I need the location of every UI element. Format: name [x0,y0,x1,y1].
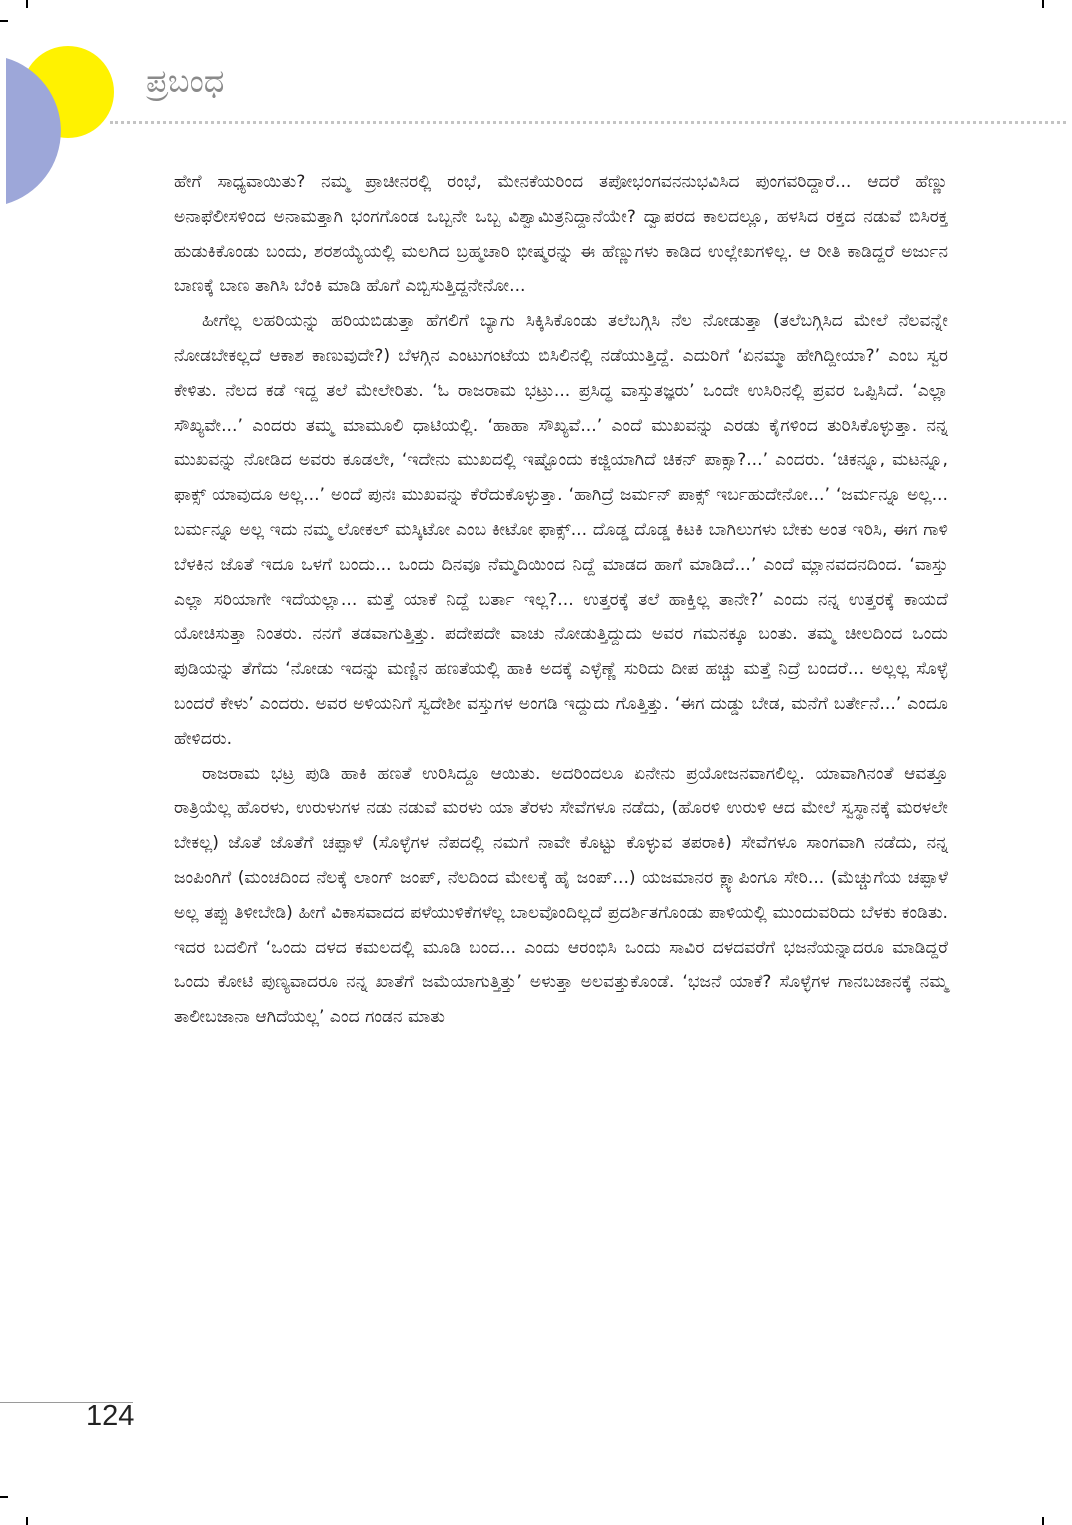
crop-mark [0,20,8,22]
crop-mark [26,0,28,8]
paragraph: ರಾಜರಾಮ ಭಟ್ರ ಪುಡಿ ಹಾಕಿ ಹಣತೆ ಉರಿಸಿದ್ದೂ ಆಯಿತು. ಅದರಿಂದಲೂ ಏನೇನು ಪ್ರಯೋಜನವಾಗಲಿಲ್ಲ. ಯಾವಾಗಿನಂತೆ ಆವತ್ತೂ ರಾತ್ರಿಯೆಲ್ಲ ಹೊರಳು, ಉರುಳುಗಳ ನಡು ನಡುವೆ ಮರಳು ಯಾ ತೆರಳು ಸೇವೆಗಳೂ ನಡೆದು, (ಹೊರಳಿ ಉರುಳಿ ಆದ ಮೇಲೆ ಸ್ವಸ್ಥಾನಕ್ಕೆ ಮರಳಲೇ ಬೇಕಲ್ಲ) ಜೊತೆ ಜೊತೆಗೆ ಚಪ್ಪಾಳೆ (ಸೊಳ್ಳೆಗಳ ನೆಪದಲ್ಲಿ ನಮಗೆ ನಾವೇ ಕೊಟ್ಟು ಕೊಳ್ಳುವ ತಪರಾಕಿ) ಸೇವೆಗಳೂ ಸಾಂಗವಾಗಿ ನಡೆದು, ನನ್ನ ಜಂಪಿಂಗಿಗೆ (ಮಂಚದಿಂದ ನೆಲಕ್ಕೆ ಲಾಂಗ್ ಜಂಪ್, ನೆಲದಿಂದ ಮೇಲಕ್ಕೆ ಹೈ ಜಂಪ್...) ಯಜಮಾನರ ಕ್ಲ್ಯಾಪಿಂಗೂ ಸೇರಿ... (ಮೆಚ್ಚುಗೆಯ ಚಪ್ಪಾಳೆ ಅಲ್ಲ ತಪ್ಪು ತಿಳೀಬೇಡಿ) ಹೀಗೆ ವಿಕಾಸವಾದದ ಪಳೆಯುಳಿಕೆಗಳೆಲ್ಲ ಬಾಲವೊಂದಿಲ್ಲದೆ ಪ್ರದರ್ಶಿತಗೊಂಡು ಪಾಳಿಯಲ್ಲಿ ಮುಂದುವರಿದು ಬೆಳಕು ಕಂಡಿತು. ಇದರ ಬದಲಿಗೆ ‘ಒಂದು ದಳದ ಕಮಲದಲ್ಲಿ ಮೂಡಿ ಬಂದ... ಎಂದು ಆರಂಭಿಸಿ ಒಂದು ಸಾವಿರ ದಳದವರೆಗೆ ಭಜನೆಯನ್ನಾದರೂ ಮಾಡಿದ್ದರೆ ಒಂದು ಕೋಟಿ ಪುಣ್ಯವಾದರೂ ನನ್ನ ಖಾತೆಗೆ ಜಮೆಯಾಗುತ್ತಿತ್ತು’ ಅಳುತ್ತಾ ಅಲವತ್ತುಕೊಂಡೆ. ‘ಭಜನೆ ಯಾಕೆ? ಸೊಳ್ಳೆಗಳ ಗಾನಬಜಾನಕ್ಕೆ ನಮ್ಮ ತಾಲೀಬಜಾನಾ ಆಗಿದೆಯಲ್ಲ’ ಎಂದ ಗಂಡನ ಮಾತು [174,763,948,1028]
section-title: ಪ್ರಬಂಧ [146,62,225,100]
crop-mark [26,1517,28,1525]
crop-mark [0,1496,8,1498]
paragraph: ಹೀಗೆಲ್ಲ ಲಹರಿಯನ್ನು ಹರಿಯಬಿಡುತ್ತಾ ಹೆಗಲಿಗೆ ಬ್ಯಾಗು ಸಿಕ್ಕಿಸಿಕೊಂಡು ತಲೆಬಗ್ಗಿಸಿ ನೆಲ ನೋಡುತ್ತಾ (ತಲೆಬಗ್ಗಿಸಿದ ಮೇಲೆ ನೆಲವನ್ನೇ ನೋಡಬೇಕಲ್ಲದೆ ಆಕಾಶ ಕಾಣುವುದೇ?) ಬೆಳಗ್ಗಿನ ಎಂಟುಗಂಟೆಯ ಬಿಸಿಲಿನಲ್ಲಿ ನಡೆಯುತ್ತಿದ್ದೆ. ಎದುರಿಗೆ ‘ಏನಮ್ಮಾ ಹೇಗಿದ್ದೀಯಾ?’ ಎಂಬ ಸ್ವರ ಕೇಳಿತು. ನೆಲದ ಕಡೆ ಇದ್ದ ತಲೆ ಮೇಲೇರಿತು. ‘ಓ ರಾಜರಾಮ ಭಟ್ರು... ಪ್ರಸಿದ್ಧ ವಾಸ್ತುತಜ್ಞರು’ ಒಂದೇ ಉಸಿರಿನಲ್ಲಿ ಪ್ರವರ ಒಪ್ಪಿಸಿದೆ. ‘ಎಲ್ಲಾ ಸೌಖ್ಯವೇ...’ ಎಂದರು ತಮ್ಮ ಮಾಮೂಲಿ ಧಾಟಿಯಲ್ಲಿ. ‘ಹಾಹಾ ಸೌಖ್ಯವೆ...’ ಎಂದೆ ಮುಖವನ್ನು ಎರಡು ಕೈಗಳಿಂದ ತುರಿಸಿಕೊಳ್ಳುತ್ತಾ. ನನ್ನ ಮುಖವನ್ನು ನೋಡಿದ ಅವರು ಕೂಡಲೇ, ‘ಇದೇನು ಮುಖದಲ್ಲಿ ಇಷ್ಟೊಂದು ಕಜ್ಜಿಯಾಗಿದೆ ಚಿಕನ್ ಪಾಕ್ಸಾ?...’ ಎಂದರು. ‘ಚಿಕನ್ನೂ, ಮಟನ್ನೂ, ಫಾಕ್ಸ್ ಯಾವುದೂ ಅಲ್ಲ...’ ಅಂದೆ ಪುನಃ ಮುಖವನ್ನು ಕೆರೆದುಕೊಳ್ಳುತ್ತಾ. ‘ಹಾಗಿದ್ರೆ ಜರ್ಮನ್ ಪಾಕ್ಸ್ ಇರ್ಬಹುದೇನೋ...’ ‘ಜರ್ಮನ್ನೂ ಅಲ್ಲ... ಬರ್ಮನ್ನೂ ಅಲ್ಲ ಇದು ನಮ್ಮ ಲೋಕಲ್ ಮಸ್ಕಿಟೋ ಎಂಬ ಕೀಟೋ ಫಾಕ್ಸ್... ದೊಡ್ಡ ದೊಡ್ಡ ಕಿಟಕಿ ಬಾಗಿಲುಗಳು ಬೇಕು ಅಂತ ಇರಿಸಿ, ಈಗ ಗಾಳಿ ಬೆಳಕಿನ ಜೊತೆ ಇದೂ ಒಳಗೆ ಬಂದು... ಒಂದು ದಿನವೂ ನೆಮ್ಮದಿಯಿಂದ ನಿದ್ದೆ ಮಾಡದ ಹಾಗೆ ಮಾಡಿದೆ...’ ಎಂದೆ ಮ್ಲಾನವದನದಿಂದ. ‘ವಾಸ್ತು ಎಲ್ಲಾ ಸರಿಯಾಗೇ ಇದೆಯಲ್ಲಾ... ಮತ್ತೆ ಯಾಕೆ ನಿದ್ದೆ ಬರ್ತಾ ಇಲ್ಲ?... ಉತ್ತರಕ್ಕೆ ತಲೆ ಹಾಕ್ತಿಲ್ಲ ತಾನೇ?’ ಎಂದು ನನ್ನ ಉತ್ತರಕ್ಕೆ ಕಾಯದೆ ಯೋಚಿಸುತ್ತಾ ನಿಂತರು. ನನಗೆ ತಡವಾಗುತ್ತಿತ್ತು. ಪದೇಪದೇ ವಾಚು ನೋಡುತ್ತಿದ್ದುದು ಅವರ ಗಮನಕ್ಕೂ ಬಂತು. ತಮ್ಮ ಚೀಲದಿಂದ ಒಂದು ಪುಡಿಯನ್ನು ತೆಗೆದು ‘ನೋಡು ಇದನ್ನು ಮಣ್ಣಿನ ಹಣತೆಯಲ್ಲಿ ಹಾಕಿ ಅದಕ್ಕೆ ಎಳ್ಳೆಣ್ಣೆ ಸುರಿದು ದೀಪ ಹಚ್ಚು ಮತ್ತೆ ನಿದ್ರೆ ಬಂದರೆ... ಅಲ್ಲಲ್ಲ ಸೊಳ್ಳೆ ಬಂದರೆ ಕೇಳು’ ಎಂದರು. ಅವರ ಅಳಿಯನಿಗೆ ಸ್ವದೇಶೀ ವಸ್ತುಗಳ ಅಂಗಡಿ ಇದ್ದುದು ಗೊತ್ತಿತ್ತು. ‘ಈಗ ದುಡ್ಡು ಬೇಡ, ಮನೆಗೆ ಬರ್ತೇನೆ...’ ಎಂದೂ ಹೇಳಿದರು. [174,311,948,749]
crop-mark [1042,0,1044,8]
paragraph: ಹೇಗೆ ಸಾಧ್ಯವಾಯಿತು? ನಮ್ಮ ಪ್ರಾಚೀನರಲ್ಲಿ ರಂಭೆ, ಮೇನಕೆಯರಿಂದ ತಪೋಭಂಗವನನುಭವಿಸಿದ ಪುಂಗವರಿದ್ದಾರೆ... ಆದರೆ ಹೆಣ್ಣು ಅನಾಫೆಲೀಸಳಿಂದ ಅನಾಮತ್ತಾಗಿ ಭಂಗಗೊಂಡ ಒಬ್ಬನೇ ಒಬ್ಬ ವಿಶ್ವಾಮಿತ್ರನಿದ್ದಾನೆಯೇ? ದ್ವಾಪರದ ಕಾಲದಲ್ಲೂ, ಹಳಸಿದ ರಕ್ತದ ನಡುವೆ ಬಿಸಿರಕ್ತ ಹುಡುಕಿಕೊಂಡು ಬಂದು, ಶರಶಯ್ಯೆಯಲ್ಲಿ ಮಲಗಿದ ಬ್ರಹ್ಮಚಾರಿ ಭೀಷ್ಮರನ್ನು ಈ ಹೆಣ್ಣುಗಳು ಕಾಡಿದ ಉಲ್ಲೇಖಗಳಿಲ್ಲ. ಆ ರೀತಿ ಕಾಡಿದ್ದರೆ ಅರ್ಜುನ ಬಾಣಕ್ಕೆ ಬಾಣ ತಾಗಿಸಿ ಬೆಂಕಿ ಮಾಡಿ ಹೊಗೆ ಎಬ್ಬಿಸುತ್ತಿದ್ದನೇನೋ... [174,172,948,297]
crop-mark [1042,1517,1044,1525]
dotted-divider [110,121,1066,124]
page-number: 124 [86,1400,135,1432]
decorative-circles [0,40,140,210]
article-body [174,165,948,1035]
